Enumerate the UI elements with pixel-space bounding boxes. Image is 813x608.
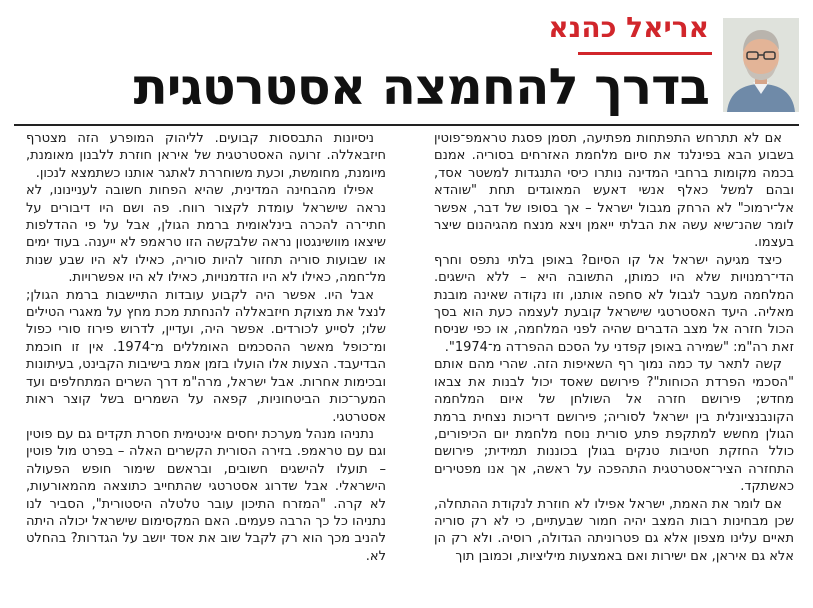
paragraph: קשה לתאר עד כמה נמוך רף השאיפות הזה. שהרי מהם אותם "הסכמי הפרדת הכוחות"? פירושם שאסד יכול לבנות את צבאו מחדש; פירושם חזרה אל השולחן של איום המלחמה הקונבנציונלית בין ישראל לסוריה; פירושם דריכות נצחית ברמת הגולן מחשש למתקפת פתע סורית נוסח מלחמת יום הכיפורים, כולל החזקת חטיבות טנקים בגולן בכוננות תמידית; פירושם התחזרה הציר־אסטרטגית התהפכה על ראשה, אך אנו מפטירים כאשתקד.	[434, 357, 794, 495]
author-portrait-icon	[723, 18, 799, 112]
paragraph: ניסיונות התבססות קבועים. לליהוק המופרע הזה מצטרף חיזבאללה. זרועה האסטרטגית של איראן חוזרת ללבנון מאומנת, מיומנת, מחומשת, וכעת משוחררת לאתגר אותנו כשתמצא לנכון.	[26, 131, 386, 181]
article-header	[0, 0, 813, 128]
article-column-right	[434, 130, 794, 565]
article-headline: בדרך להחמצה אסטרטגית	[133, 58, 709, 116]
paragraph: אבל היו. אפשר היה לקבוע עובדות התיישבות ברמת הגולן; לנצל את מצוקת חיזבאללה להנחתת מכת מחץ על מאגרי הטילים שלו; לסייע לכורדים. אפשר היה, ועדיין, לדרוש פירוז סורי כפול ומ־כופל מאשר ההסכמים האומללים מ־1974. אין זו חוכמת הבדיעבד. הצעות אלו הועלו בזמן אמת בישיבות הקבינט, בעיתונות ובכימות אחרות. אבל ישראל, מרה"מ דרך השרים המתחלפים ועד המער־כות הביטחוניות, קפאה על השמרים בשל קוצר ראות אסטרטגי.	[26, 287, 386, 425]
paragraph: אם לא תתרחש התפתחות מפתיעה, תסמן פסגת טראמפ־פוטין בשבוע הבא בפינלנד את סיום מלחמת האזרחים בסוריה. אמנם בכמה מקומות ברחבי המדינה נותרו כיסי התנגדות למשטר אסד, ובהם למשל כאלף אנשי דאעש המאוגדים תחת "שוהדא אל־ירמוכ" לא הרחק מגבול ישראל – אך בסופו של דבר, אפשר לומר שהנ־שיא עשה את הבלתי ייאמן ויצא מנצח מהגיהנום שיצר בעצמו.	[434, 131, 794, 251]
author-photo	[723, 18, 799, 112]
author-underline	[578, 52, 712, 55]
paragraph: אם לומר את האמת, ישראל אפילו לא חוזרת לנקודת ההתחלה, שכן מבחינות רבות המצב יהיה חמור שבעתיים, כי לא רק סוריה תאיים עלינו מצפון אלא גם פטרוניתה הגדולה, רוסיה. ולא רק הן אלא גם איראן, אם ישירות ואם באמצעות מיליציות, וכמובן תוך	[434, 496, 794, 564]
header-divider	[14, 124, 799, 126]
paragraph: כיצד מגיעה ישראל אל קו הסיום? באופן בלתי נתפס וחרף הדי־רמנויות שלא היו כמותן, התשובה היא – ללא הישגים. המלחמה מעבר לגבול לא סחפה אותנו, וזו נקודה שאינה מובנת מאליה. היעד האסטרטגי שישראל קובעת לעצמה כעת הוא בסך הכול חזרה אל מצב הדברים שהיה לפני המלחמה, או כפי שניסח זאת רה"מ: "שמירה באופן קפדני על הסכם ההפרדה מ־1974".	[434, 252, 794, 355]
paragraph: אפילו מהבחינה המדינית, שהיא הפחות חשובה לעניינונו, לא נראה שישראל עומדת לקצור רווח. פה ושם היו דיבורים על חתי־רה להכרה בינלאומית ברמת הגולן, אבל על פי ההדלפות שיצאו מוושינגטון נראה שלבקשה הזו טראמפ לא ייענה. בעוד ימים או שבועות סוריה תחזור להיות סוריה, כאילו לא היו שבע שנות מל־חמה, כאילו לא היו הזדמנויות, כאילו לא היו אפשרויות.	[26, 183, 386, 286]
author-name: אריאל כהנא	[548, 11, 709, 44]
article-column-left	[26, 130, 386, 565]
paragraph: נתניהו מנהל מערכת יחסים אינטימית חסרת תקדים גם עם פוטין וגם עם טראמפ. בזירה הסורית הקשרים האלה – בפרט מול פוטין – תועלו להישגים חשובים, ובראשם שימור חופש הפעולה הישראלי. אבל שדרוג אסטרטגי שהתחייב כתוצאה מהמאורעות, לא קרה. "המזרח התיכון עובר טלטלה היסטורית", הסביר לנו נתניהו כל כך הרבה פעמים. האם המקסימום שישראל יכולה היתה להניב מכך הוא רק לקבל שוב את אסד יושב על הגדרות? בהחלט לא.	[26, 426, 386, 564]
